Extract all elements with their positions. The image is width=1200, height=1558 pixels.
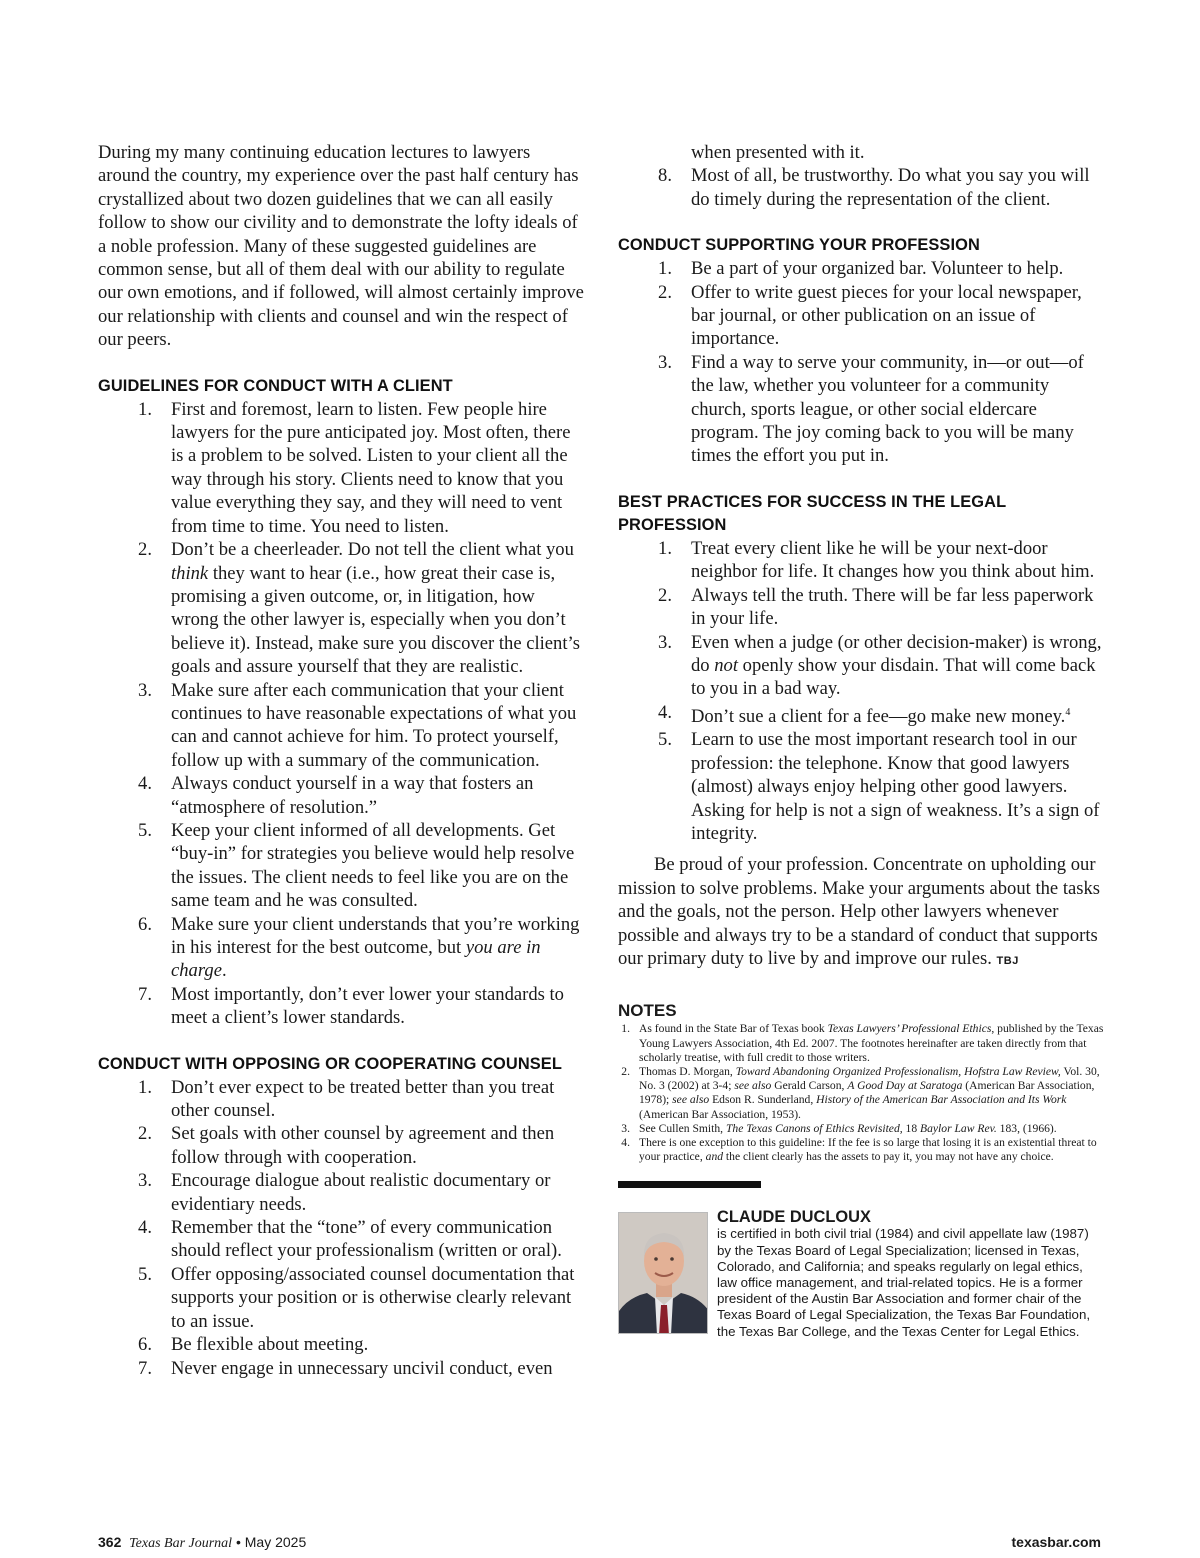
list-item: 6. Be flexible about meeting.: [138, 1334, 369, 1356]
tbj-end-mark: TBJ: [996, 954, 1019, 967]
best-practices-list: [618, 537, 1104, 845]
list-item: 3. Even when a judge (or other decision-maker) is wrong, do not openly show your disdain. That will come back to you in a bad way.: [658, 631, 1102, 700]
footnote: 1. As found in the State Bar of Texas book Texas Lawyers’ Professional Ethics, published by the Texas Young Lawyers Association, 4th Ed. 2007. The footnotes hereinafter are taken directly from that scholarly treatise, with full credit to those writers.: [621, 1022, 1104, 1064]
list-item: 5. Learn to use the most important research tool in our profession: the telephone. Know that good lawyers (almost) always enjoy helping other good lawyers. Asking for help is not a sign of weakness. It’s a sign of integrity.: [658, 729, 1100, 844]
author-photo: [618, 1212, 708, 1334]
list-item: 2. Offer to write guest pieces for your local newspaper, bar journal, or other publication on an issue of importance.: [658, 281, 1082, 350]
profession-conduct-list: [618, 257, 1104, 468]
footnote: 2. Thomas D. Morgan, Toward Abandoning Organized Professionalism, Hofstra Law Review, Vol. 30, No. 3 (2002) at 3-4; see also Gerald Carson, A Good Day at Saratoga (American Bar Association, 1978); see also Edson R. Sunderland, History of the American Bar Association and Its Work (American Bar Association, 1953).: [621, 1064, 1100, 1121]
list-item: 3. Find a way to serve your community, in—or out—of the law, whether you volunteer for a community church, sports league, or other social eldercare program. The joy coming back to you will be many times the effort you put in.: [658, 351, 1084, 467]
footer-bullet: •: [235, 1534, 241, 1550]
list-item: 7. Never engage in unnecessary uncivil conduct, even: [138, 1357, 553, 1379]
list-item: 1. Be a part of your organized bar. Volunteer to help.: [658, 258, 1064, 280]
page-footer: [98, 1532, 1101, 1552]
closing-paragraph: Be proud of your profession. Concentrate on upholding our mission to solve problems. Make your arguments about the tasks and the goals, not the person. Help other lawyers whenever possible and always try to be a standard of conduct that supports our primary duty to live by and improve our rules. TBJ: [618, 854, 1101, 969]
counsel-conduct-list: [98, 1076, 585, 1380]
client-guidelines-list: [98, 398, 585, 1030]
footnote: 4. There is one exception to this guideline: If the fee is so large that losing it is an existential threat to your practice, and the client clearly has the assets to pay it, you may not have any choice.: [621, 1136, 1097, 1164]
issue-date: May 2025: [244, 1534, 307, 1550]
list-item: 4. Always conduct yourself in a way that fosters an “atmosphere of resolution.”: [138, 773, 534, 818]
author-name: CLAUDE DUCLOUX: [717, 1208, 871, 1227]
website-link[interactable]: texasbar.com: [1011, 1534, 1101, 1550]
best-practices-heading: BEST PRACTICES FOR SUCCESS IN THE LEGAL PROFESSION: [618, 492, 1006, 534]
list-item: 1. First and foremost, learn to listen. Few people hire lawyers for the pure anticipated joy. Most often, there is a problem to be solved. Listen to your client all the way through his story. Clients need to know that you value everything they say, and they will need to vent from time to time. You need to listen.: [138, 398, 571, 537]
page-number: 362: [98, 1534, 122, 1550]
profession-conduct-heading: CONDUCT SUPPORTING YOUR PROFESSION: [618, 236, 980, 255]
footnote-ref: 4: [1065, 706, 1071, 718]
list-item: 1. Don’t ever expect to be treated better than you treat other counsel.: [138, 1076, 555, 1122]
footnote: 3. See Cullen Smith, The Texas Canons of Ethics Revisited, 18 Baylor Law Rev. 183, (1966).: [621, 1121, 1057, 1135]
list-item: 2. Always tell the truth. There will be far less paperwork in your life.: [658, 584, 1094, 630]
list-item: 2. Don’t be a cheerleader. Do not tell the client what you think they want to hear (i.e., how great their case is, promising a given outcome, or, in litigation, how wrong the other lawyer is, especially when you don’t believe it). Instead, make sure you discover the client’s goals and assure yourself that they are realistic.: [138, 539, 580, 678]
left-column: [98, 141, 585, 1380]
list-item: 4. Remember that the “tone” of every communication should reflect your professionalism (written or oral).: [138, 1217, 562, 1262]
list-item: 6. Make sure your client understands that you’re working in his interest for the best outcome, but you are in charge.: [138, 913, 580, 982]
author-portrait-icon: [619, 1213, 708, 1334]
list-item: 5. Keep your client informed of all developments. Get “buy-in” for strategies you believe would help resolve the issues. The client needs to feel like you are on the same team and he was consulted.: [138, 819, 575, 912]
notes-heading: NOTES: [618, 1001, 677, 1021]
list-item: 7. Most importantly, don’t ever lower your standards to meet a client’s lower standards.: [138, 983, 564, 1029]
list-item: 2. Set goals with other counsel by agreement and then follow through with cooperation.: [138, 1123, 555, 1168]
author-bio-text: is certified in both civil trial (1984) and civil appellate law (1987) by the Texas Board of Legal Specialization; licensed in Texas, Colorado, and California; and speaks regularly on legal ethics, law office management, and trial-related topics. He is a former president of the Austin Bar Association and former chair of the Texas Board of Legal Specialization, the Texas Bar Foundation, the Texas Bar College, and the Texas Center for Legal Ethics.: [717, 1226, 1091, 1339]
counsel-conduct-heading: CONDUCT WITH OPPOSING OR COOPERATING COUNSEL: [98, 1054, 562, 1073]
list-item: 8. Most of all, be trustworthy. Do what you say you will do timely during the representation of the client.: [658, 165, 1090, 210]
author-bio: [618, 1209, 1104, 1339]
list-item: 5. Offer opposing/associated counsel documentation that supports your position or is otherwise clearly relevant to an issue.: [138, 1263, 575, 1332]
notes-list: [618, 1022, 1104, 1164]
counsel-conduct-list-continued: [618, 164, 1104, 211]
journal-name: Texas Bar Journal: [129, 1536, 233, 1551]
list-item-continuation: when presented with it.: [691, 142, 865, 163]
list-item: 3. Make sure after each communication that your client continues to have reasonable expectations of what you can and cannot achieve for him. To protect yourself, follow up with a summary of the communication.: [138, 679, 577, 771]
list-item: 1. Treat every client like he will be your next-door neighbor for life. It changes how you think about him.: [658, 537, 1095, 583]
section-divider: [618, 1181, 761, 1188]
list-item: 4. Don’t sue a client for a fee—go make new money.$^4$: [658, 701, 1071, 727]
right-column: [618, 141, 1104, 1340]
intro-paragraph: During my many continuing education lectures to lawyers around the country, my experience over the past half century has crystallized about two dozen guidelines that we can all easily follow to show our civility and to demonstrate the lofty ideals of a noble profession. Many of these suggested guidelines are common sense, but all of them deal with our ability to regulate our own emotions, and if followed, will almost certainly improve our relationship with clients and counsel and win the respect of our peers.: [98, 142, 584, 351]
list-item: 3. Encourage dialogue about realistic documentary or evidentiary needs.: [138, 1170, 551, 1215]
client-guidelines-heading: GUIDELINES FOR CONDUCT WITH A CLIENT: [98, 376, 453, 395]
